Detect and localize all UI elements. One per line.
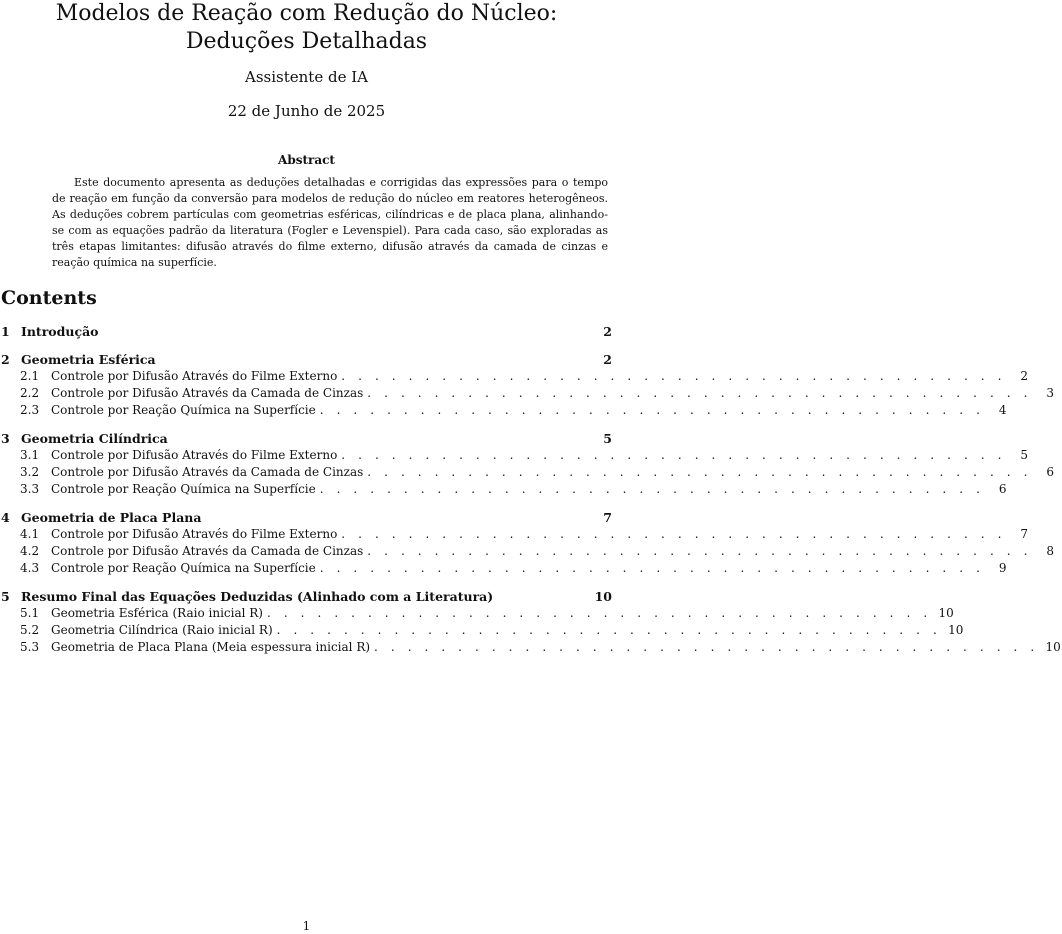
- date: 22 de Junho de 2025: [227, 102, 386, 120]
- toc-section-3[interactable]: [0, 431, 613, 448]
- toc-page-number: 7: [603, 510, 612, 525]
- document-title: Modelos de Reação com Redução do Núcleo: Deduções Detalhadas: [55, 1, 558, 54]
- abstract-heading: Abstract: [278, 153, 335, 167]
- page-number: 1: [302, 919, 311, 933]
- toc-page-number: 10: [1045, 640, 1061, 654]
- toc-subsection-title: Geometria Cilíndrica (Raio inicial R): [51, 623, 273, 637]
- toc-page-number: 2: [603, 352, 612, 367]
- toc-page-number: 10: [594, 589, 612, 604]
- toc-page-number: 10: [948, 623, 964, 637]
- toc-section-2[interactable]: [0, 352, 613, 369]
- abstract-text: Este documento apresenta as deduções detalhadas e corrigidas das expressões para o tempo de reação em função da conversão para modelos de redução do núcleo em reatores heterogêneos. As deduções cobrem partículas com geometrias esféricas, cilíndricas e de placa plana, alinhando-se com as equações padrão da literatura (Fogler e Levenspiel). Para cada caso, são exploradas as três etapas limitantes: difusão através do filme externo, difusão através da camada de cinzas e reação química na superfície.: [52, 176, 608, 269]
- toc-page-number: 3: [1046, 386, 1055, 400]
- toc-subsection-number: 4.2: [20, 544, 40, 558]
- toc-leader-dots: . . . . . . . . . . . . . . . . . . . . . . . . . . . . . . . . . . . . . . . .: [367, 544, 1033, 558]
- toc-leader-dots: . . . . . . . . . . . . . . . . . . . . . . . . . . . . . . . . . . . . . . . .: [319, 561, 985, 575]
- toc-leader-dots: . . . . . . . . . . . . . . . . . . . . . . . . . . . . . . . . . . . . . . . .: [319, 482, 985, 496]
- author: Assistente de IA: [245, 68, 368, 86]
- toc-page-number: 4: [998, 403, 1007, 417]
- toc-section-number: 4: [1, 510, 10, 525]
- toc-leader-dots: . . . . . . . . . . . . . . . . . . . . . . . . . . . . . . . . . . . . . . . .: [267, 606, 932, 620]
- toc-section-title: Resumo Final das Equações Deduzidas (Alinhado com a Literatura): [21, 589, 494, 604]
- toc-subsection-title: Controle por Difusão Através da Camada de Cinzas: [51, 386, 364, 400]
- toc-section-number: 2: [1, 352, 10, 367]
- toc-subsection-5-3[interactable]: [0, 640, 1061, 657]
- toc-subsection-title: Controle por Difusão Através do Filme Externo: [51, 527, 338, 541]
- toc-subsection-3-1[interactable]: [0, 448, 1029, 465]
- toc-page-number: 7: [1020, 527, 1029, 541]
- toc-subsection-title: Controle por Difusão Através do Filme Externo: [51, 369, 338, 383]
- toc-subsection-title: Controle por Difusão Através do Filme Externo: [51, 448, 338, 462]
- toc-leader-dots: . . . . . . . . . . . . . . . . . . . . . . . . . . . . . . . . . . . . . . . .: [341, 448, 1007, 462]
- toc-section-5[interactable]: [0, 589, 613, 606]
- toc-section-title: Introdução: [21, 324, 99, 339]
- toc-page-number: 6: [998, 482, 1007, 496]
- toc-subsection-number: 3.2: [20, 465, 40, 479]
- toc-page-number: 6: [1046, 465, 1055, 479]
- toc-subsection-title: Geometria de Placa Plana (Meia espessura inicial R): [51, 640, 371, 654]
- toc-leader-dots: . . . . . . . . . . . . . . . . . . . . . . . . . . . . . . . . . . . . . . . .: [276, 623, 942, 637]
- toc-subsection-number: 5.1: [20, 606, 40, 620]
- toc-section-number: 5: [1, 589, 10, 604]
- table-of-contents: [0, 318, 1061, 657]
- toc-subsection-title: Controle por Reação Química na Superfície: [51, 482, 316, 496]
- toc-subsection-title: Controle por Reação Química na Superfície: [51, 403, 316, 417]
- toc-subsection-number: 4.3: [20, 561, 40, 575]
- toc-section-number: 3: [1, 431, 10, 446]
- toc-page-number: 8: [1046, 544, 1055, 558]
- toc-page-number: 2: [1020, 369, 1029, 383]
- toc-page-number: 10: [938, 606, 954, 620]
- toc-subsection-number: 5.2: [20, 623, 40, 637]
- toc-subsection-number: 2.3: [20, 403, 40, 417]
- toc-page-number: 5: [1020, 448, 1029, 462]
- toc-subsection-5-1[interactable]: [0, 606, 954, 623]
- toc-subsection-2-1[interactable]: [0, 369, 1029, 386]
- toc-leader-dots: . . . . . . . . . . . . . . . . . . . . . . . . . . . . . . . . . . . . . . . .: [341, 369, 1007, 383]
- toc-subsection-number: 2.1: [20, 369, 40, 383]
- toc-subsection-title: Controle por Difusão Através da Camada de Cinzas: [51, 465, 364, 479]
- toc-section-title: Geometria Cilíndrica: [21, 431, 168, 446]
- toc-leader-dots: . . . . . . . . . . . . . . . . . . . . . . . . . . . . . . . . . . . . . . . .: [374, 640, 1039, 654]
- toc-subsection-title: Controle por Reação Química na Superfície: [51, 561, 316, 575]
- toc-subsection-number: 3.3: [20, 482, 40, 496]
- toc-section-1[interactable]: [0, 324, 613, 341]
- toc-subsection-number: 4.1: [20, 527, 40, 541]
- toc-leader-dots: . . . . . . . . . . . . . . . . . . . . . . . . . . . . . . . . . . . . . . . .: [367, 386, 1033, 400]
- toc-subsection-2-3[interactable]: [0, 403, 1007, 420]
- toc-subsection-3-2[interactable]: [0, 465, 1055, 482]
- toc-leader-dots: . . . . . . . . . . . . . . . . . . . . . . . . . . . . . . . . . . . . . . . .: [319, 403, 985, 417]
- toc-page-number: 5: [603, 431, 612, 446]
- contents-heading: Contents: [1, 287, 97, 309]
- toc-section-4[interactable]: [0, 510, 613, 527]
- toc-subsection-5-2[interactable]: [0, 623, 964, 640]
- toc-subsection-number: 3.1: [20, 448, 40, 462]
- toc-page-number: 9: [998, 561, 1007, 575]
- toc-subsection-4-1[interactable]: [0, 527, 1029, 544]
- toc-subsection-3-3[interactable]: [0, 482, 1007, 499]
- toc-section-title: Geometria Esférica: [21, 352, 156, 367]
- toc-subsection-number: 5.3: [20, 640, 40, 654]
- toc-page-number: 2: [603, 324, 612, 339]
- toc-subsection-2-2[interactable]: [0, 386, 1055, 403]
- toc-section-title: Geometria de Placa Plana: [21, 510, 202, 525]
- toc-leader-dots: . . . . . . . . . . . . . . . . . . . . . . . . . . . . . . . . . . . . . . . .: [341, 527, 1007, 541]
- toc-section-number: 1: [1, 324, 10, 339]
- toc-leader-dots: . . . . . . . . . . . . . . . . . . . . . . . . . . . . . . . . . . . . . . . .: [367, 465, 1033, 479]
- toc-subsection-4-2[interactable]: [0, 544, 1055, 561]
- toc-subsection-number: 2.2: [20, 386, 40, 400]
- toc-subsection-4-3[interactable]: [0, 561, 1007, 578]
- toc-subsection-title: Controle por Difusão Através da Camada de Cinzas: [51, 544, 364, 558]
- toc-subsection-title: Geometria Esférica (Raio inicial R): [51, 606, 263, 620]
